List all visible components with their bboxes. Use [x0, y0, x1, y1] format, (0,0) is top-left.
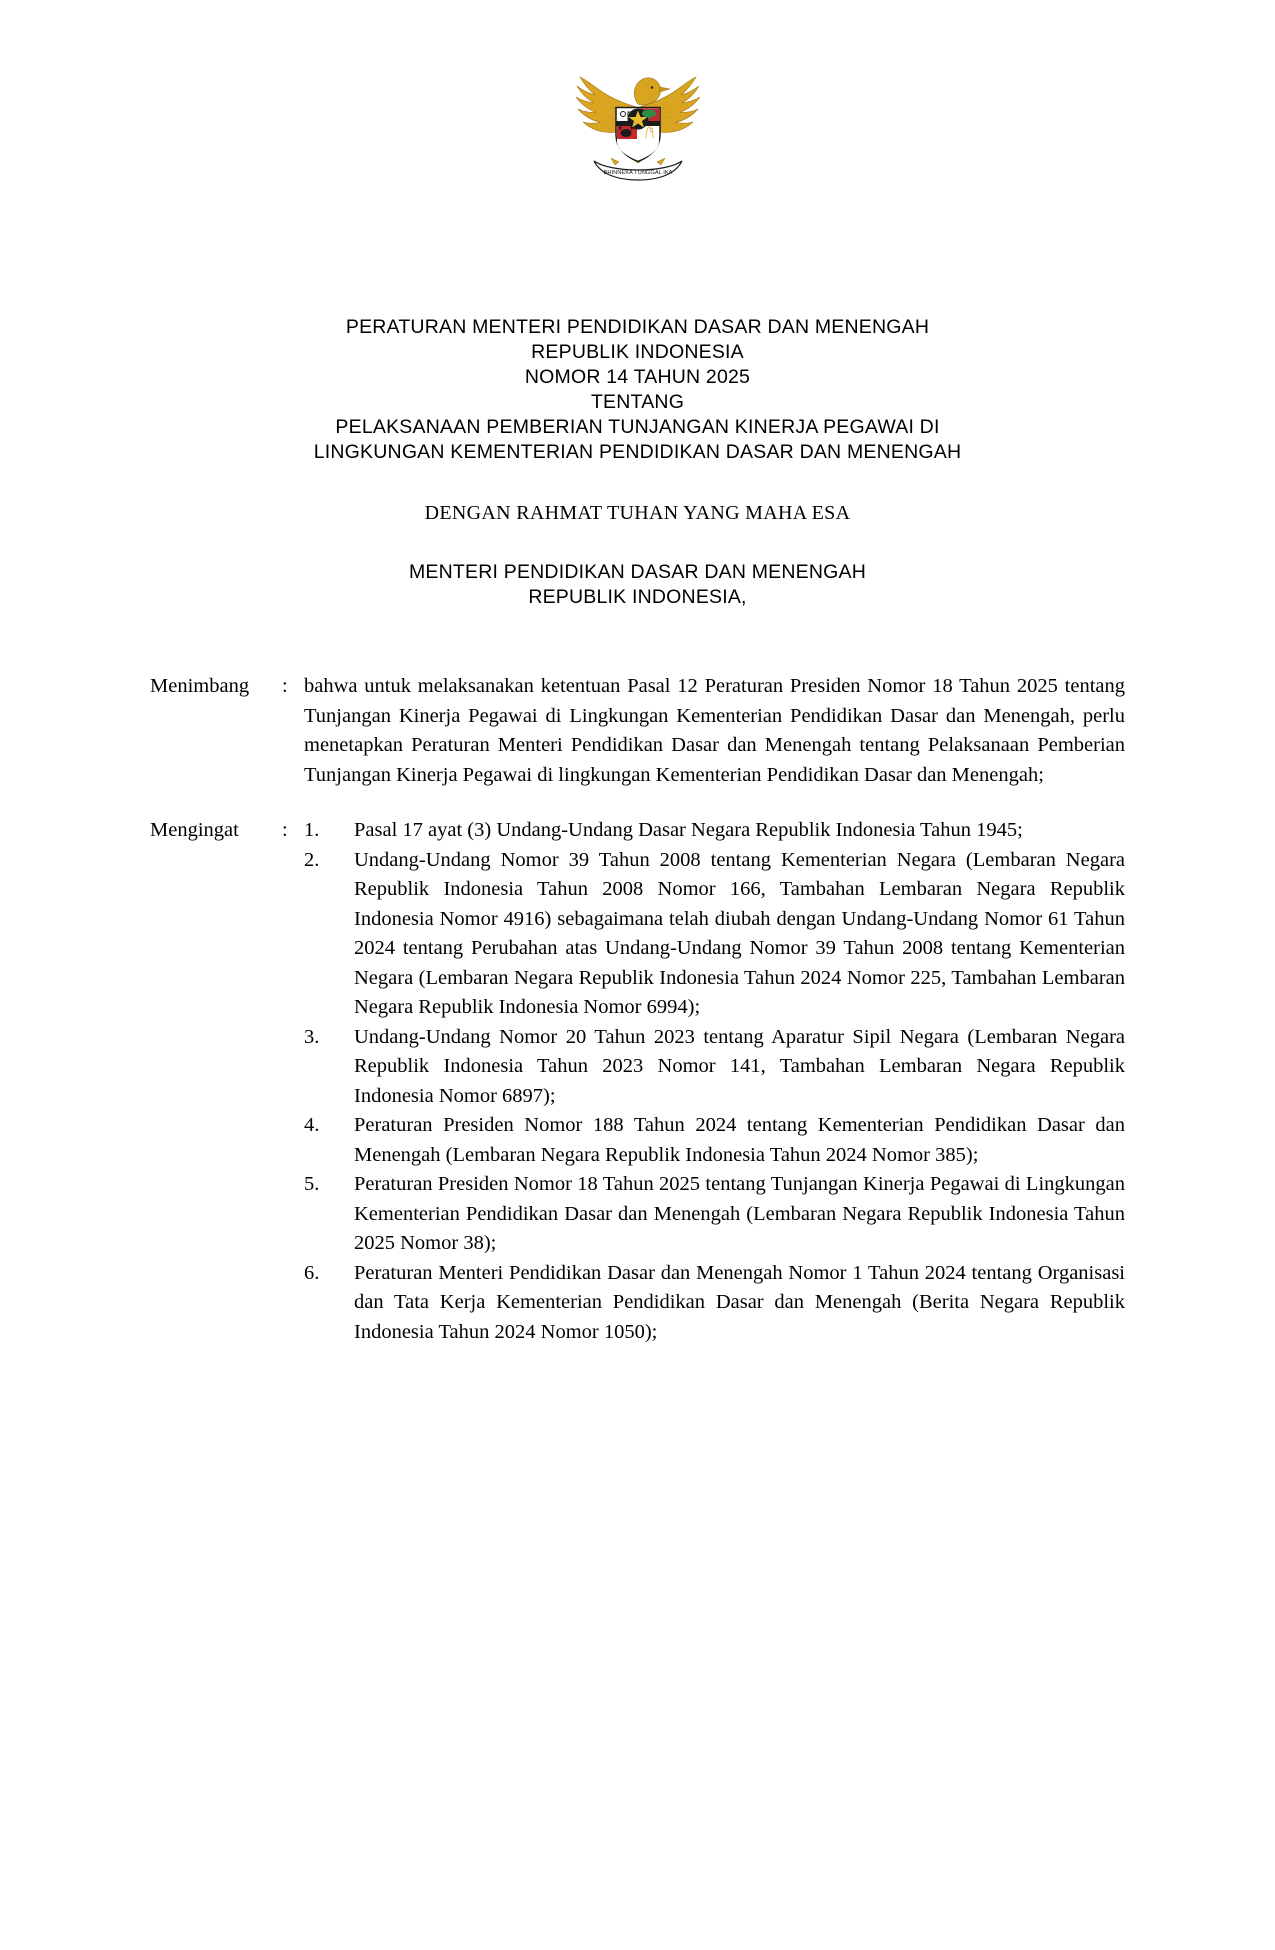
observing-label: Mengingat	[150, 819, 239, 841]
authority-line-1: MENTERI PENDIDIKAN DASAR DAN MENENGAH	[408, 561, 867, 583]
considering-colon: :	[282, 675, 288, 697]
emblem-container	[150, 60, 1125, 220]
list-item-text: Undang-Undang Nomor 39 Tahun 2008 tentang Kementerian Negara (Lembaran Negara Republik Indonesia Tahun 2008 Nomor 166, Tambahan Lembaran Negara Republik Indonesia Nomor 4916) sebagaimana telah diubah dengan Undang-Undang Nomor 61 Tahun 2024 tentang Perubahan atas Undang-Undang Nomor 39 Tahun 2008 tentang Kementerian Negara (Lembaran Negara Republik Indonesia Tahun 2024 Nomor 225, Tambahan Lembaran Negara Republik Indonesia Nomor 6994);	[354, 848, 1125, 1018]
title-line-6: LINGKUNGAN KEMENTERIAN PENDIDIKAN DASAR DAN MENENGAH	[313, 441, 962, 463]
considering-text	[304, 672, 1125, 790]
list-item	[304, 1259, 1125, 1348]
list-item-number: 4.	[304, 1114, 320, 1136]
emblem-motto-text: BHINNEKA TUNGGAL IKA	[602, 170, 673, 176]
list-item	[304, 846, 1125, 1023]
list-item	[304, 1023, 1125, 1112]
observing-colon: :	[282, 819, 288, 841]
document-title	[150, 315, 1125, 465]
list-item	[304, 1170, 1125, 1259]
observing-list-container	[304, 816, 1125, 1347]
considering-clause	[150, 672, 1125, 790]
title-line-1: PERATURAN MENTERI PENDIDIKAN DASAR DAN MENENGAH	[345, 316, 930, 338]
considering-label: Menimbang	[150, 675, 250, 697]
considering-paragraph: bahwa untuk melaksanakan ketentuan Pasal 12 Peraturan Presiden Nomor 18 Tahun 2025 tentang Tunjangan Kinerja Pegawai di Lingkungan Kementerian Pendidikan Dasar dan Menengah, perlu menetapkan Peraturan Menteri Pendidikan Dasar dan Menengah tentang Pelaksanaan Pemberian Tunjangan Kinerja Pegawai di lingkungan Kementerian Pendidikan Dasar dan Menengah;	[304, 675, 1125, 786]
preamble-clauses	[150, 672, 1125, 1347]
observing-clause	[150, 816, 1125, 1347]
garuda-pancasila-emblem	[563, 60, 713, 205]
list-item-number: 5.	[304, 1173, 320, 1195]
list-item-text: Pasal 17 ayat (3) Undang-Undang Dasar Negara Republik Indonesia Tahun 1945;	[354, 819, 1023, 841]
list-item	[304, 1111, 1125, 1170]
list-item-text: Undang-Undang Nomor 20 Tahun 2023 tentang Aparatur Sipil Negara (Lembaran Negara Republik Indonesia Tahun 2023 Nomor 141, Tambahan Lembaran Negara Republik Indonesia Nomor 6897);	[354, 1025, 1125, 1107]
issuing-authority	[150, 560, 1125, 610]
list-item-number: 1.	[304, 819, 320, 841]
blessing-line: DENGAN RAHMAT TUHAN YANG MAHA ESA	[424, 502, 851, 524]
list-item	[304, 816, 1125, 846]
observing-list	[304, 816, 1125, 1347]
list-item-number: 2.	[304, 848, 320, 871]
title-line-2: REPUBLIK INDONESIA	[531, 341, 744, 363]
list-item-number: 6.	[304, 1261, 320, 1284]
title-line-4: TENTANG	[590, 391, 685, 413]
authority-line-2: REPUBLIK INDONESIA,	[528, 586, 747, 608]
list-item-number: 3.	[304, 1025, 320, 1048]
title-line-3: NOMOR 14 TAHUN 2025	[524, 366, 751, 388]
list-item-text: Peraturan Menteri Pendidikan Dasar dan Menengah Nomor 1 Tahun 2024 tentang Organisasi dan Tata Kerja Kementerian Pendidikan Dasar dan Menengah (Berita Negara Republik Indonesia Tahun 2024 Nomor 1050);	[354, 1261, 1125, 1343]
list-item-text: Peraturan Presiden Nomor 188 Tahun 2024 tentang Kementerian Pendidikan Dasar dan Menengah (Lembaran Negara Republik Indonesia Tahun 2024 Nomor 385);	[354, 1114, 1125, 1166]
list-item-text: Peraturan Presiden Nomor 18 Tahun 2025 tentang Tunjangan Kinerja Pegawai di Lingkungan Kementerian Pendidikan Dasar dan Menengah (Lembaran Negara Republik Indonesia Tahun 2025 Nomor 38);	[354, 1173, 1125, 1254]
title-line-5: PELAKSANAAN PEMBERIAN TUNJANGAN KINERJA PEGAWAI DI	[335, 416, 940, 438]
